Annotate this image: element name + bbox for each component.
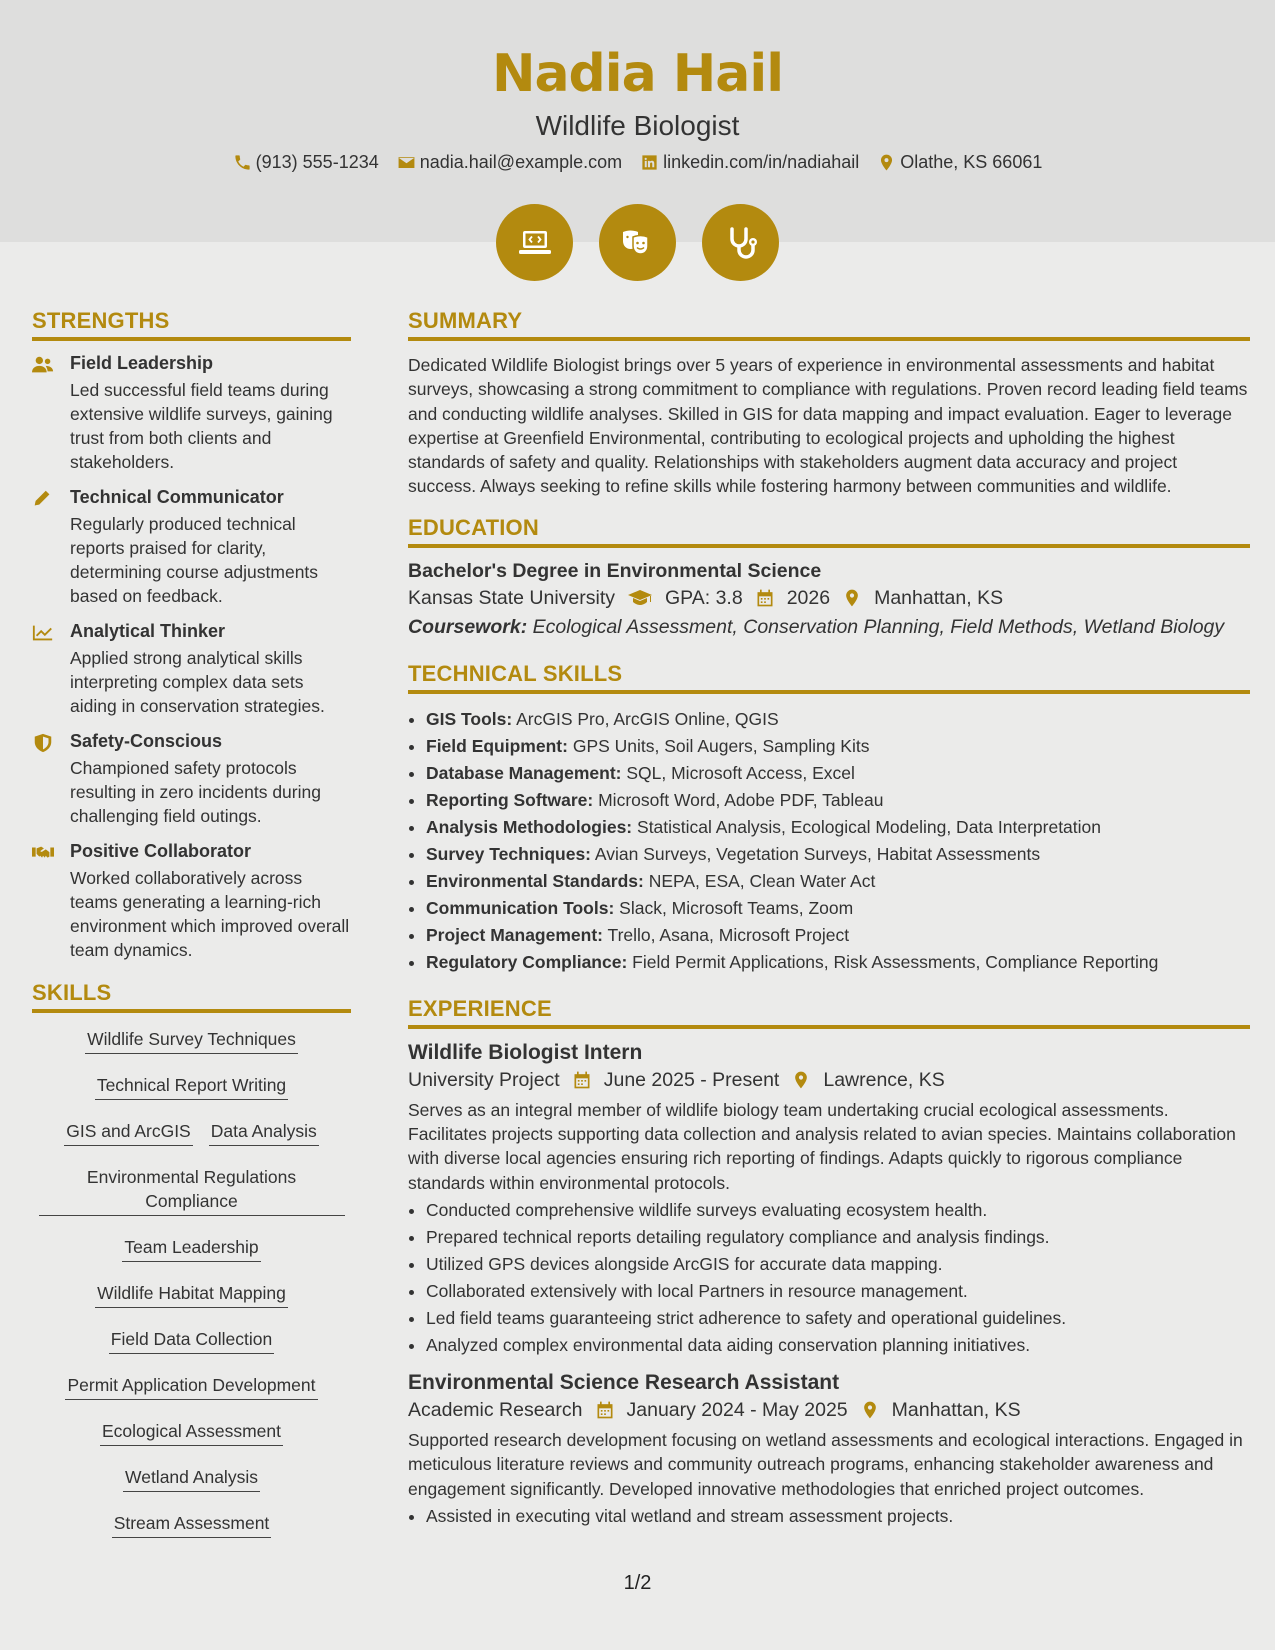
strength-item bbox=[32, 621, 351, 718]
skill-value: Microsoft Word, Adobe PDF, Tableau bbox=[598, 789, 884, 810]
page-number: 1/2 bbox=[623, 1572, 652, 1594]
skill-value: Field Permit Applications, Risk Assessments, Compliance Reporting bbox=[632, 951, 1159, 972]
skill-tag: Permit Application Development bbox=[65, 1373, 317, 1400]
skill-label: Database Management: bbox=[426, 762, 622, 783]
job-dates: January 2024 - May 2025 bbox=[626, 1398, 848, 1421]
coursework-label: Coursework: bbox=[408, 615, 528, 638]
strength-title: Technical Communicator bbox=[70, 487, 284, 507]
job-location: Manhattan, KS bbox=[891, 1398, 1021, 1421]
skill-label: Project Management: bbox=[426, 924, 603, 945]
phone-icon bbox=[233, 153, 252, 172]
list-item: • Collaborated extensively with local Partners in resource management. bbox=[426, 1278, 1250, 1305]
skill-value: NEPA, ESA, Clean Water Act bbox=[648, 870, 876, 891]
skill-value: Trello, Asana, Microsoft Project bbox=[607, 924, 850, 945]
school-name: Kansas State University bbox=[408, 586, 616, 609]
calendar-icon bbox=[572, 1070, 592, 1090]
map-pin-icon bbox=[791, 1070, 811, 1090]
skill-tag: Wildlife Habitat Mapping bbox=[95, 1281, 288, 1308]
strength-title: Analytical Thinker bbox=[70, 621, 226, 641]
skill-value: ArcGIS Pro, ArcGIS Online, QGIS bbox=[516, 708, 779, 729]
strength-title: Safety-Conscious bbox=[70, 731, 223, 751]
list-item: • Assisted in executing vital wetland and stream assessment projects. bbox=[426, 1503, 1250, 1530]
list-item bbox=[426, 814, 1250, 841]
skill-tag: Team Leadership bbox=[122, 1235, 260, 1262]
skill-tag: Data Analysis bbox=[209, 1119, 319, 1146]
contact-phone[interactable] bbox=[233, 152, 379, 173]
job-entry bbox=[408, 1371, 1250, 1530]
strength-item bbox=[32, 487, 351, 608]
education-meta bbox=[408, 587, 1250, 610]
skill-tag: Stream Assessment bbox=[112, 1511, 272, 1538]
stethoscope-icon bbox=[702, 204, 779, 281]
skill-value: Slack, Microsoft Teams, Zoom bbox=[619, 897, 854, 918]
experience-heading: EXPERIENCE bbox=[408, 996, 1250, 1029]
list-item: • Prepared technical reports detailing regulatory compliance and analysis findings. bbox=[426, 1224, 1250, 1251]
strength-desc: Applied strong analytical skills interpreting complex data sets aiding in conservation strategies. bbox=[70, 648, 325, 716]
skill-tag: Wetland Analysis bbox=[123, 1465, 260, 1492]
email-text: nadia.hail@example.com bbox=[419, 152, 623, 172]
list-item bbox=[426, 841, 1250, 868]
job-title: Environmental Science Research Assistant bbox=[408, 1370, 840, 1394]
envelope-icon bbox=[397, 153, 416, 172]
map-pin-icon bbox=[860, 1400, 880, 1420]
list-item bbox=[426, 895, 1250, 922]
strengths-heading: STRENGTHS bbox=[32, 308, 351, 341]
skill-tag: Technical Report Writing bbox=[95, 1073, 288, 1100]
job-entry bbox=[408, 1041, 1250, 1359]
skills-list bbox=[32, 1027, 351, 1557]
contact-location bbox=[877, 152, 1042, 173]
strength-item bbox=[32, 841, 351, 962]
chart-line-icon bbox=[32, 623, 54, 643]
skill-label: GIS Tools: bbox=[426, 708, 513, 729]
interest-icons bbox=[0, 204, 1275, 281]
coursework-list: Ecological Assessment, Conservation Planning, Field Methods, Wetland Biology bbox=[532, 615, 1225, 638]
list-item bbox=[426, 733, 1250, 760]
shield-icon bbox=[32, 733, 54, 753]
skill-label: Reporting Software: bbox=[426, 789, 594, 810]
strength-desc: Regularly produced technical reports praised for clarity, determining course adjustments based on feedback. bbox=[70, 514, 319, 606]
pencil-icon bbox=[32, 489, 54, 509]
location-text: Olathe, KS 66061 bbox=[900, 152, 1043, 172]
job-org: University Project bbox=[408, 1068, 560, 1091]
job-meta bbox=[408, 1399, 1250, 1422]
right-column bbox=[408, 308, 1250, 1542]
skill-tag: GIS and ArcGIS bbox=[64, 1119, 193, 1146]
phone-text: (913) 555-1234 bbox=[255, 152, 379, 172]
contact-email[interactable] bbox=[397, 152, 622, 173]
technical-skills-heading: TECHNICAL SKILLS bbox=[408, 661, 1250, 694]
list-item bbox=[426, 706, 1250, 733]
strength-desc: Worked collaboratively across teams generating a learning-rich environment which improved overall team dynamics. bbox=[70, 868, 350, 960]
strength-item bbox=[32, 731, 351, 828]
summary-text: Dedicated Wildlife Biologist brings over 5 years of experience in environmental assessments and habitat surveys, showcasing a strong commitment to compliance with regulations. Proven record leading field teams and conducting wildlife analyses. Skilled in GIS for data mapping and impact evaluation. Eager to leverage expertise at Greenfield Environmental, contributing to ecological projects and upholding the highest standards of safety and quality. Relationships with stakeholders augment data accuracy and project success. Always seeking to refine skills while fostering harmony between communities and wildlife. bbox=[408, 355, 1248, 497]
candidate-name: Nadia Hail bbox=[491, 44, 784, 104]
technical-skills-list bbox=[408, 706, 1250, 976]
list-item: • Led field teams guaranteeing strict adherence to safety and operational guidelines. bbox=[426, 1305, 1250, 1332]
job-dates: June 2025 - Present bbox=[603, 1068, 780, 1091]
skill-label: Regulatory Compliance: bbox=[426, 951, 628, 972]
strength-desc: Led successful field teams during extensive wildlife surveys, gaining trust from both clients and stakeholders. bbox=[70, 380, 333, 472]
map-pin-icon bbox=[877, 153, 896, 172]
graduation-cap-icon bbox=[627, 588, 653, 608]
grad-year: 2026 bbox=[786, 586, 831, 609]
job-desc: Serves as an integral member of wildlife biology team undertaking crucial ecological assessments. Facilitates projects supporting data collection and analysis related to avian species. Maintains collaboration with diverse local agencies ensuring rich reporting of findings. Adapts quickly to rigorous compliance standards within environmental protocols. bbox=[408, 1099, 1236, 1193]
job-location: Lawrence, KS bbox=[823, 1068, 945, 1091]
skill-label: Communication Tools: bbox=[426, 897, 615, 918]
skill-label: Survey Techniques: bbox=[426, 843, 592, 864]
handshake-icon bbox=[32, 843, 54, 863]
skill-tag: Environmental Regulations Compliance bbox=[39, 1165, 345, 1216]
skill-tag: Wildlife Survey Techniques bbox=[85, 1027, 298, 1054]
contact-linkedin[interactable] bbox=[640, 152, 859, 173]
job-org: Academic Research bbox=[408, 1398, 583, 1421]
list-item bbox=[426, 949, 1250, 976]
list-item bbox=[426, 868, 1250, 895]
school-location: Manhattan, KS bbox=[874, 586, 1004, 609]
coursework bbox=[408, 616, 1250, 639]
skill-tag: Ecological Assessment bbox=[100, 1419, 283, 1446]
job-bullets bbox=[408, 1197, 1250, 1359]
skill-tag: Field Data Collection bbox=[109, 1327, 274, 1354]
users-icon bbox=[32, 355, 54, 375]
list-item: • Utilized GPS devices alongside ArcGIS for accurate data mapping. bbox=[426, 1251, 1250, 1278]
skills-heading: SKILLS bbox=[32, 980, 351, 1013]
strength-item bbox=[32, 353, 351, 474]
strength-title: Field Leadership bbox=[70, 353, 214, 373]
linkedin-icon bbox=[640, 153, 659, 172]
list-item: • Conducted comprehensive wildlife surveys evaluating ecosystem health. bbox=[426, 1197, 1250, 1224]
job-desc: Supported research development focusing on wetland assessments and ecological interactions. Engaged in meticulous literature reviews and community outreach programs, enhancing stakeholder awareness and engagement significantly. Developed innovative methodologies that enriched project outcomes. bbox=[408, 1429, 1243, 1499]
job-meta bbox=[408, 1069, 1250, 1092]
education-heading: EDUCATION bbox=[408, 515, 1250, 548]
job-title: Wildlife Biologist Intern bbox=[408, 1040, 643, 1064]
masks-theater-icon bbox=[599, 204, 676, 281]
laptop-code-icon bbox=[496, 204, 573, 281]
linkedin-text: linkedin.com/in/nadiahail bbox=[663, 152, 860, 172]
candidate-role: Wildlife Biologist bbox=[535, 110, 740, 141]
list-item bbox=[426, 760, 1250, 787]
degree-title: Bachelor's Degree in Environmental Science bbox=[408, 559, 822, 582]
strength-title: Positive Collaborator bbox=[70, 841, 252, 861]
contact-bar bbox=[0, 152, 1275, 173]
list-item: • Analyzed complex environmental data aiding conservation planning initiatives. bbox=[426, 1332, 1250, 1359]
skill-value: SQL, Microsoft Access, Excel bbox=[626, 762, 855, 783]
skill-value: Avian Surveys, Vegetation Surveys, Habitat Assessments bbox=[594, 843, 1041, 864]
list-item bbox=[426, 787, 1250, 814]
left-column bbox=[32, 308, 351, 1557]
map-pin-icon bbox=[842, 588, 862, 608]
skill-label: Environmental Standards: bbox=[426, 870, 644, 891]
calendar-icon bbox=[595, 1400, 615, 1420]
strength-desc: Championed safety protocols resulting in zero incidents during challenging field outings. bbox=[70, 758, 321, 826]
skill-value: GPS Units, Soil Augers, Sampling Kits bbox=[572, 735, 870, 756]
summary-heading: SUMMARY bbox=[408, 308, 1250, 341]
job-bullets bbox=[408, 1503, 1250, 1530]
list-item bbox=[426, 922, 1250, 949]
skill-label: Analysis Methodologies: bbox=[426, 816, 633, 837]
skill-value: Statistical Analysis, Ecological Modeling, Data Interpretation bbox=[637, 816, 1102, 837]
calendar-icon bbox=[755, 588, 775, 608]
skill-label: Field Equipment: bbox=[426, 735, 568, 756]
gpa: GPA: 3.8 bbox=[665, 586, 743, 609]
